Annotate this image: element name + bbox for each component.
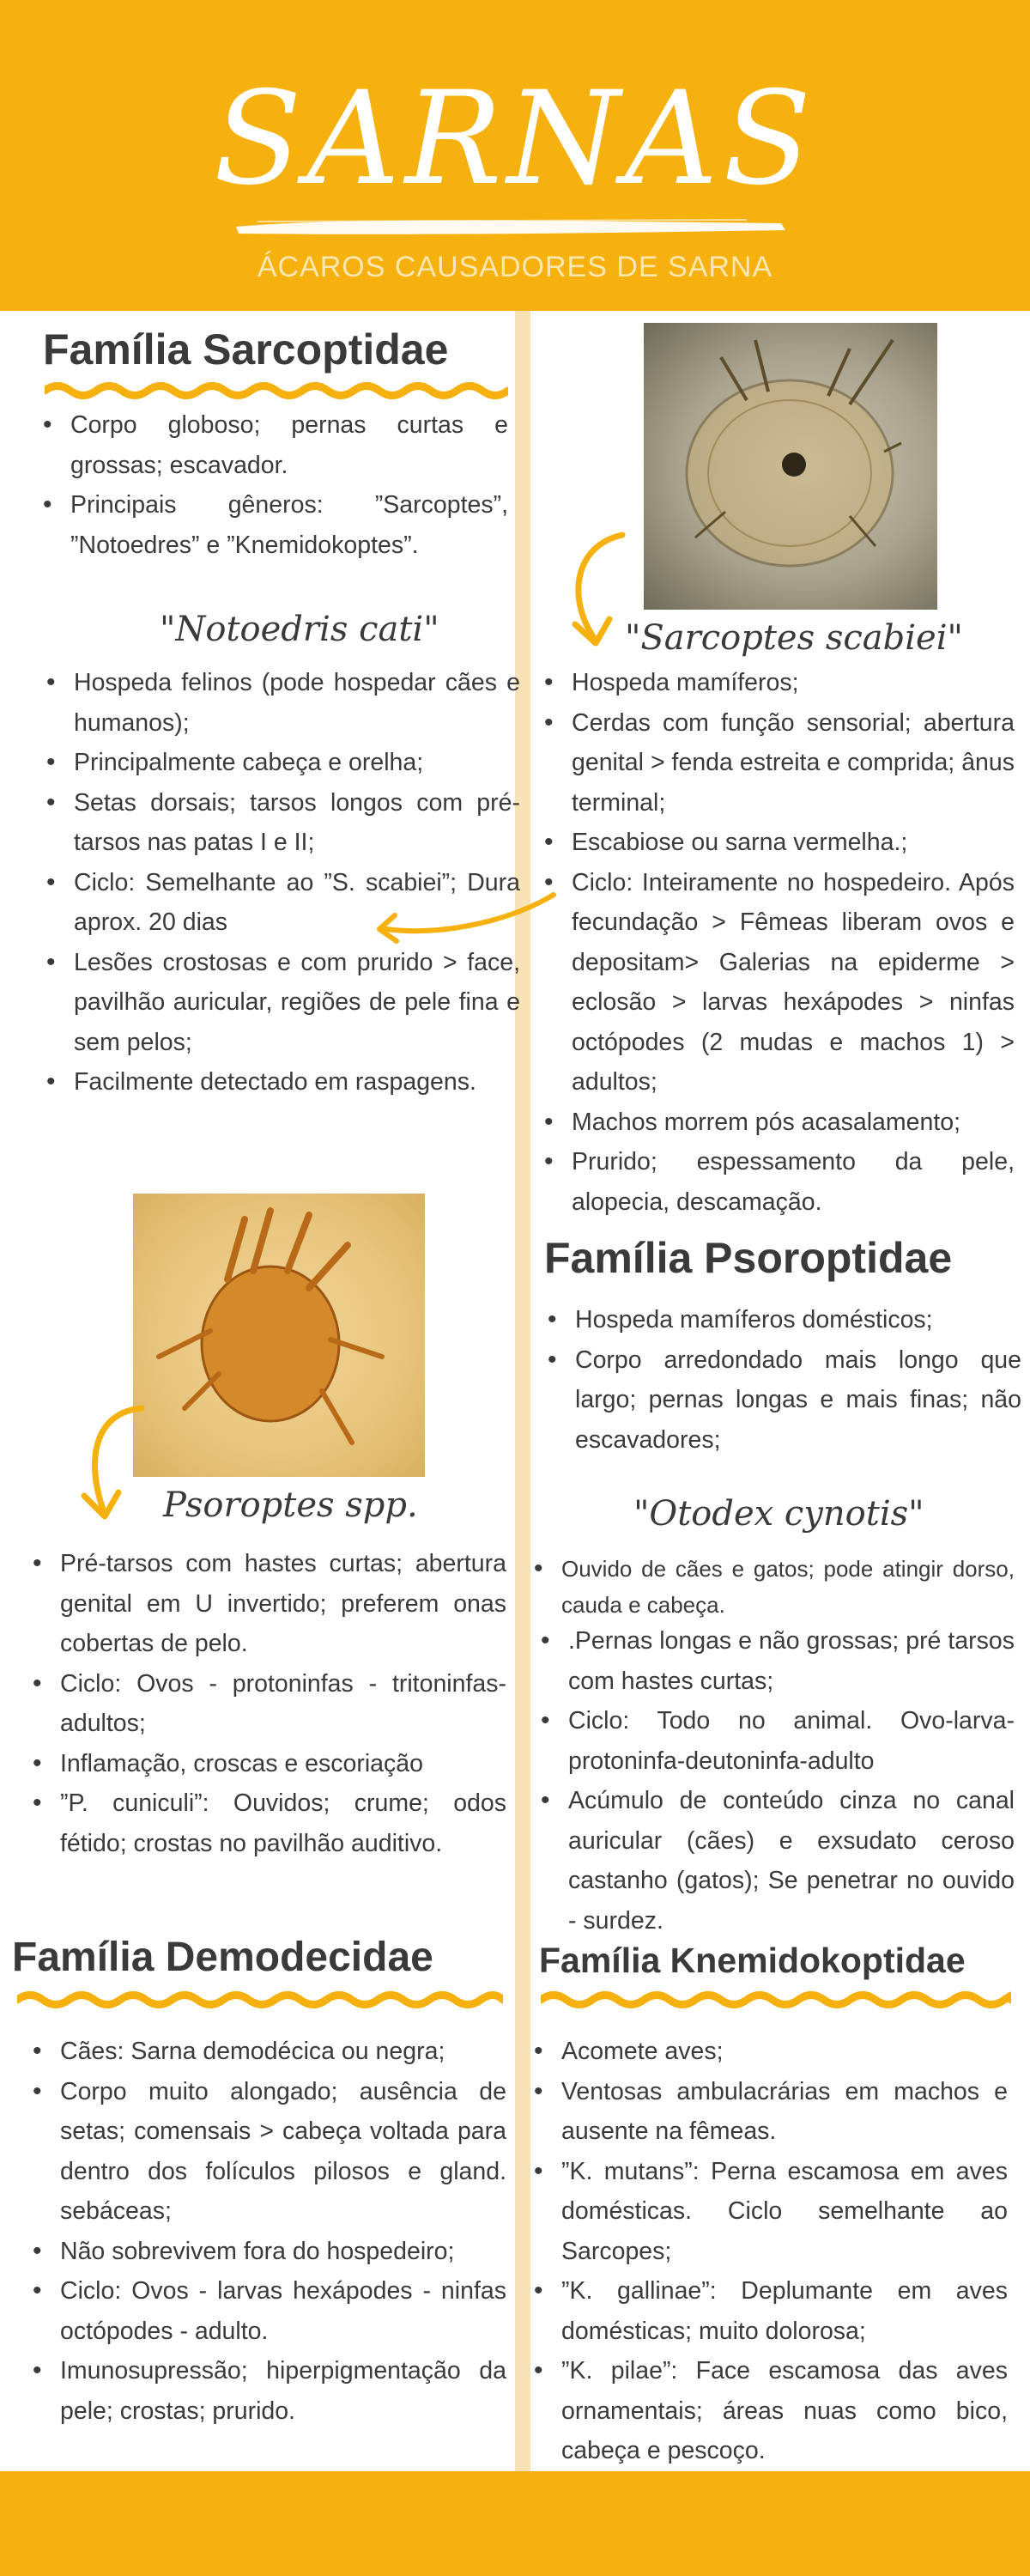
list-item: • .Pernas longas e não grossas; pré tarsos com hastes curtas; — [537, 1621, 1015, 1701]
sarcoptes-list — [541, 663, 1015, 1222]
species-notoedris-cati: "Notoedris cati" — [160, 610, 439, 649]
list-item: • Corpo globoso; pernas curtas e grossas; escavador. — [39, 405, 508, 485]
species-psoroptes-spp: Psoroptes spp. — [163, 1485, 418, 1525]
list-item: • ”K. pilae”: Face escamosa das aves ornamentais; áreas nuas como bico, cabeça e pescoço. — [530, 2351, 1008, 2471]
list-item: • Escabiose ou sarna vermelha.; — [541, 823, 1015, 863]
page-subtitle: ÁCAROS CAUSADORES DE SARNA — [257, 251, 773, 283]
list-item: • Machos morrem pós acasalamento; — [541, 1103, 1015, 1143]
section-title-psoroptidae: Família Psoroptidae — [544, 1234, 953, 1282]
knemidokoptidae-list — [530, 2032, 1008, 2471]
section-title-sarcoptidae: Família Sarcoptidae — [43, 325, 449, 374]
header-banner — [0, 0, 1030, 311]
list-item: • Acúmulo de conteúdo cinza no canal auricular (cães) e exsudato ceroso castanho (gatos); Se penetrar no ouvido - surdez. — [537, 1781, 1015, 1941]
list-item: • Ciclo: Todo no animal. Ovo-larva-protoninfa-deutoninfa-adulto — [537, 1701, 1015, 1781]
brush-stroke-underline — [232, 215, 790, 239]
list-item: • Corpo arredondado mais longo que largo; pernas longas e mais finas; não escavadores; — [544, 1340, 1021, 1461]
list-item: • Inflamação, croscas e escoriação — [29, 1744, 506, 1784]
list-item: • Não sobrevivem fora do hospedeiro; — [29, 2232, 506, 2272]
list-item: • Prurido; espessamento da pele, alopecia, descamação. — [541, 1142, 1015, 1222]
list-item: • Principais gêneros: ”Sarcoptes”, ”Notoedres” e ”Knemidokoptes”. — [39, 485, 508, 565]
psoroptes-list — [29, 1544, 506, 1863]
arrow-icon — [360, 884, 558, 962]
list-item: • Cães: Sarna demodécica ou negra; — [29, 2032, 506, 2072]
footer-banner — [0, 2471, 1030, 2576]
otodex-list — [537, 1621, 1015, 1941]
sarcoptidae-list — [39, 405, 508, 565]
wave-underline — [45, 381, 508, 400]
list-item: • Hospeda mamíferos; — [541, 663, 1015, 703]
list-item: • Corpo muito alongado; ausência de setas; comensais > cabeça voltada para dentro dos folículos pilosos e gland. sebáceas; — [29, 2072, 506, 2232]
list-item: • Cerdas com função sensorial; abertura genital > fenda estreita e comprida; ânus terminal; — [541, 703, 1015, 823]
species-sarcoptes-scabiei: "Sarcoptes scabiei" — [625, 618, 963, 658]
page-title: SARNAS — [213, 64, 817, 214]
psoroptidae-list — [544, 1300, 1021, 1460]
list-item: • Ciclo: Ovos - larvas hexápodes - ninfas octópodes - adulto. — [29, 2271, 506, 2351]
psoroptes-photo — [133, 1194, 425, 1477]
list-item: • Lesões crostosas e com prurido > face, pavilhão auricular, regiões de pele fina e sem pelos; — [43, 943, 520, 1063]
list-item: • Ciclo: Inteiramente no hospedeiro. Após fecundação > Fêmeas liberam ovos e depositam> Galerias na epiderme > eclosão > larvas hexápodes > ninfas octópodes (2 mudas e machos 1) > adultos; — [541, 863, 1015, 1103]
list-item: • Principalmente cabeça e orelha; — [43, 743, 520, 783]
list-item: • Ciclo: Semelhante ao ”S. scabiei”; Dura aprox. 20 dias — [43, 863, 520, 943]
demodecidae-list — [29, 2032, 506, 2431]
arrow-icon — [60, 1400, 154, 1528]
wave-underline — [541, 1990, 1011, 2009]
list-item: • Facilmente detectado em raspagens. — [43, 1062, 520, 1103]
list-item: • Imunosupressão; hiperpigmentação da pele; crostas; prurido. — [29, 2351, 506, 2431]
list-item: • ”K. gallinae”: Deplumante em aves domésticas; muito dolorosa; — [530, 2271, 1008, 2351]
list-item: • Ouvido de cães e gatos; pode atingir dorso, cauda e cabeça. — [530, 1551, 1015, 1623]
list-item: • Pré-tarsos com hastes curtas; abertura genital em U invertido; preferem onas cobertas de pelo. — [29, 1544, 506, 1664]
species-otodex-cynotis: "Otodex cynotis" — [633, 1494, 924, 1534]
section-title-demodecidae: Família Demodecidae — [12, 1935, 433, 1980]
list-item: • Ciclo: Ovos - protoninfas - tritoninfas-adultos; — [29, 1664, 506, 1744]
list-item: • Hospeda felinos (pode hospedar cães e humanos); — [43, 663, 520, 743]
list-item: • ”P. cuniculi”: Ouvidos; crume; odos fétido; crostas no pavilhão auditivo. — [29, 1783, 506, 1863]
list-item: • ”K. mutans”: Perna escamosa em aves domésticas. Ciclo semelhante ao Sarcopes; — [530, 2152, 1008, 2272]
list-item: • Hospeda mamíferos domésticos; — [544, 1300, 1021, 1340]
list-item: • Setas dorsais; tarsos longos com pré-tarsos nas patas I e II; — [43, 783, 520, 863]
list-item: • Ventosas ambulacrárias em machos e ausente na fêmeas. — [530, 2072, 1008, 2152]
wave-underline — [17, 1990, 503, 2009]
notoedris-list — [43, 663, 520, 1103]
otodex-first-item — [530, 1551, 1015, 1623]
column-divider — [515, 311, 530, 2471]
list-item: • Acomete aves; — [530, 2032, 1008, 2072]
section-title-knemidokoptidae: Família Knemidokoptidae — [539, 1941, 966, 1980]
sarcoptes-photo — [644, 323, 937, 610]
